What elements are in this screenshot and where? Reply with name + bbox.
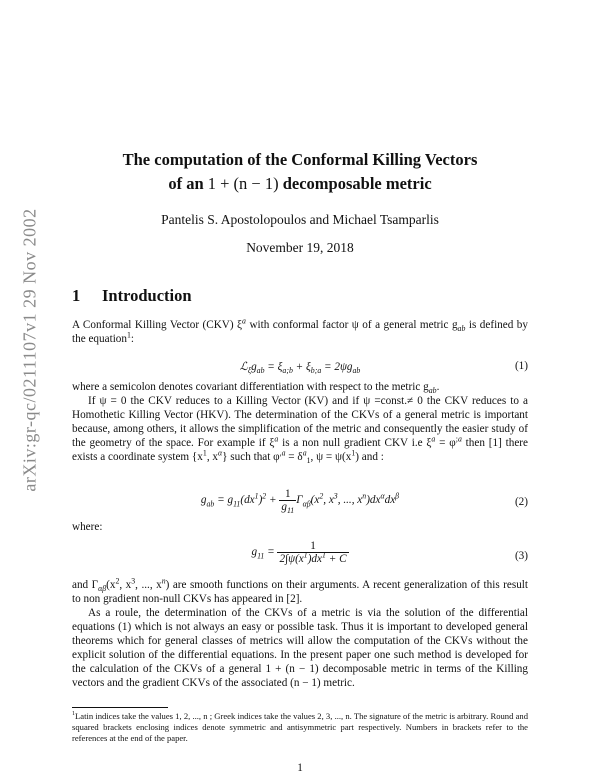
arxiv-stamp: arXiv:gr-qc/0211107v1 29 Nov 2002 (19, 208, 40, 492)
paragraph-4: and $\Gamma_{\alpha\beta}(x^2$, $x^3$, ..., $x^n$) are smooth functions on their arguments. A recent generalization of this result to non gradient non-null CKVs has appeared in [2]. (72, 576, 529, 605)
equation-3-label: (3) (514, 550, 528, 562)
paragraph-1: A Conformal Killing Vector (CKV) $\xi^a$ with conformal factor ψ of a general metric $g_{ab}$ is defined by the equation$^1$: (72, 316, 528, 345)
equation-2-expr: $g_{ab} = g_{11}(dx^1)^2$ + $\frac{1}{g_{11}}$ $\Gamma_{\alpha\beta}(x^2$, $x^3$, ..., $x^n)dx^\alpha dx^\beta$ (200, 488, 400, 516)
footnote: $^1$Latin indices take the values 1, 2, ..., n ; Greek indices take the values 2, 3, ..., n. The signature of the metric is arbitrary. Round and squared brackets enclosing indices denote symmetric and antisymmetric part respectively. Numbers in brackets refer to the references at the end of the paper. (72, 711, 528, 743)
equation-2 (72, 488, 528, 522)
section-number: 1 (72, 286, 81, 305)
paragraph-5: As a roule, the determination of the CKVs of a metric is via the solution of the differential equations (1) which is not always an easy or possible task. Thus it is important to developed general theorems which for general classes of metrics will allow the computation of the CKVs without the explicit solution of the differential equations. In the present paper one such method is developed for the calculation of the CKVs of a general 1 + (n − 1) decomposable metric in terms of the Killing vectors and the gradient CKVs of the associated (n − 1) metric. (72, 607, 528, 689)
equation-3 (72, 540, 528, 574)
paper-title (60, 148, 540, 196)
paragraph-3: If ψ = 0 the CKV reduces to a Killing Vector (KV) and if ψ =const.≠ 0 the CKV reduces to a Homothetic Killing Vector (HKV). The determination of the CKVs of a general metric is important because, among others, it allows the simplification of the metric and consequently the easier study of the geometry of the space. For example if $\xi^a$ is a non null gradient CKV i.e $\xi^a = \varphi^{;a}$ then [1] there exists a coordinate system {$x^1$, $x^\alpha$} such that $\varphi^{,a} = \delta^a_1$, $\psi = \psi(x^1)$ and : (72, 395, 528, 466)
authors: Pantelis S. Apostolopoulos and Michael Tsamparlis (161, 212, 439, 227)
equation-3-expr: $g_{11}$ = $\frac{1}{2\int\psi(x^1)dx^1 + C}$ (251, 540, 347, 565)
where-label: where: (72, 521, 103, 533)
title-line-1: The computation of the Conformal Killing Vectors (122, 150, 478, 169)
equation-2-label: (2) (514, 496, 528, 508)
title-line-2: of an 1 + (n − 1) decomposable metric (168, 174, 432, 193)
equation-1-label: (1) (514, 360, 528, 372)
date: November 19, 2018 (246, 240, 354, 255)
equation-1-expr: $ℒ_\xi g_{ab} = \xi_{a;b} + \xi_{b;a} = 2\psi g_{ab}$ (239, 361, 361, 376)
page-number: 1 (297, 762, 303, 774)
equation-1 (72, 360, 528, 376)
section-title: Introduction (102, 286, 192, 305)
footnote-rule (72, 707, 168, 708)
section-heading (72, 286, 192, 306)
paragraph-2: where a semicolon denotes covariant differentiation with respect to the metric $g_{ab}$. (72, 381, 440, 396)
title-math: 1 + (n − 1) (207, 174, 279, 193)
